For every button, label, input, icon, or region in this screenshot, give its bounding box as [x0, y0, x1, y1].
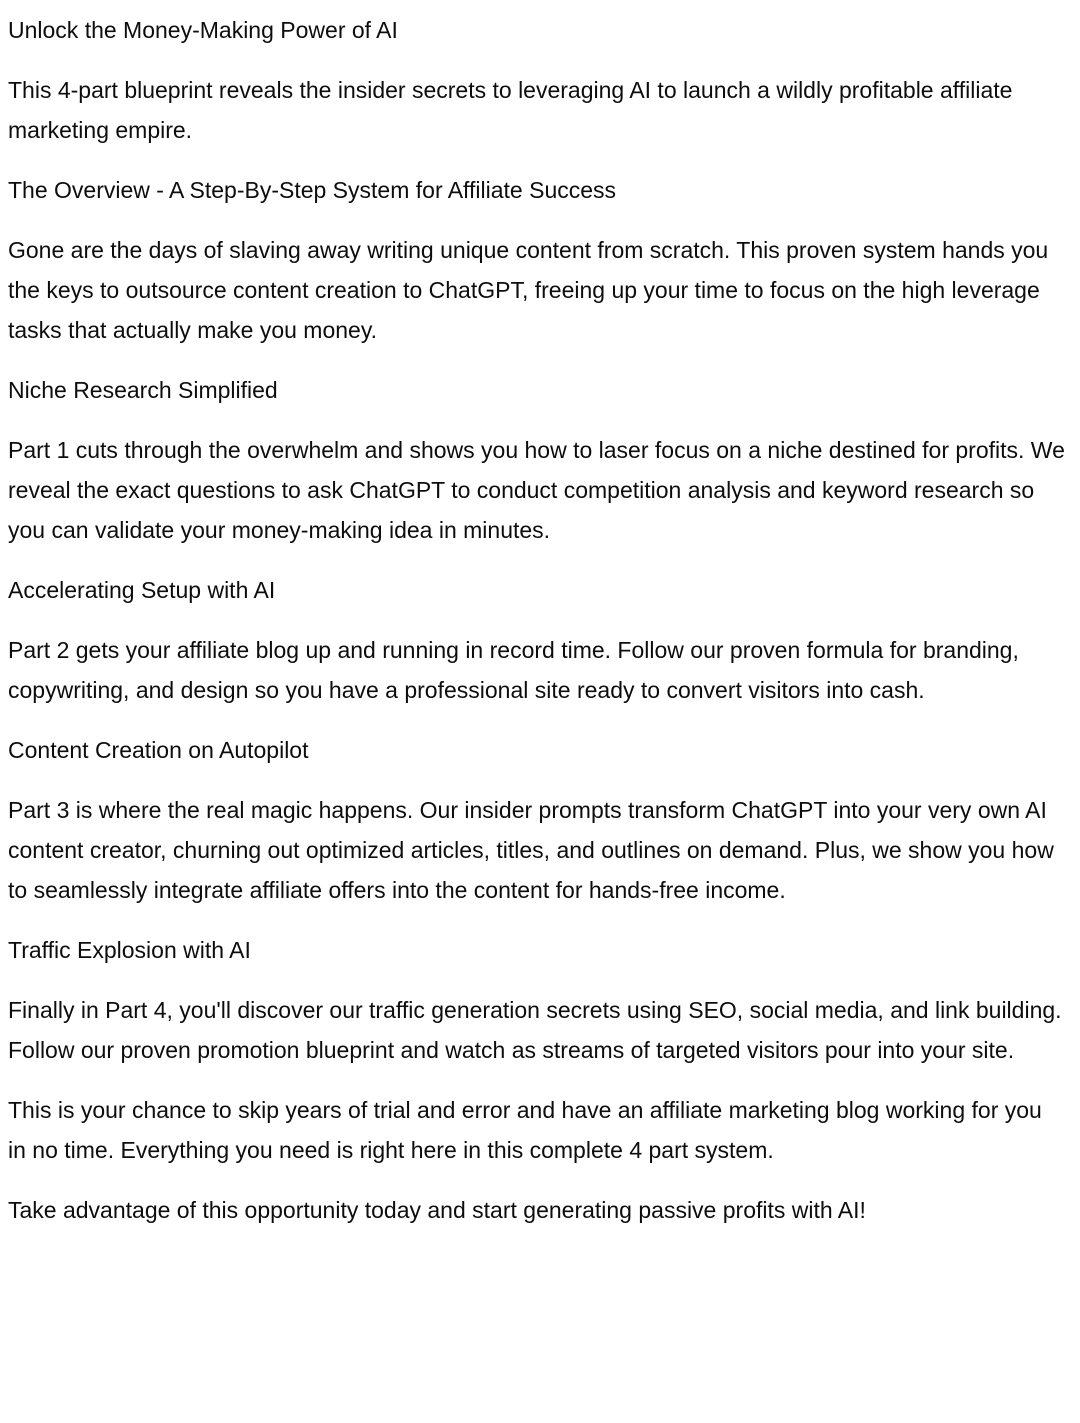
- heading-unlock-money-making-power: Unlock the Money-Making Power of AI: [8, 17, 398, 43]
- para-part1-description: Part 1 cuts through the overwhelm and shows you how to laser focus on a niche destined for profits. We reveal the exact questions to ask ChatGPT to conduct competition analysis and keyword research so you can validate your money-making idea in minutes.: [8, 437, 1065, 543]
- para-call-to-action: Take advantage of this opportunity today and start generating passive profits with AI!: [8, 1197, 866, 1223]
- heading-overview-system: The Overview - A Step-By-Step System for Affiliate Success: [8, 177, 617, 203]
- para-part2-description: Part 2 gets your affiliate blog up and running in record time. Follow our proven formula for branding, copywriting, and design so you have a professional site ready to convert visitors into cash.: [8, 637, 1019, 703]
- heading-content-creation: Content Creation on Autopilot: [8, 737, 309, 763]
- para-chance-to-skip: This is your chance to skip years of trial and error and have an affiliate marketing blog working for you in no time. Everything you need is right here in this complete 4 part system.: [8, 1097, 1042, 1163]
- heading-accelerating-setup: Accelerating Setup with AI: [8, 577, 276, 603]
- heading-traffic-explosion: Traffic Explosion with AI: [8, 937, 251, 963]
- para-overview-description: Gone are the days of slaving away writing unique content from scratch. This proven system hands you the keys to outsource content creation to ChatGPT, freeing up your time to focus on the high leverage tasks that actually make you money.: [8, 237, 1049, 343]
- para-part3-description: Part 3 is where the real magic happens. Our insider prompts transform ChatGPT into your very own AI content creator, churning out optimized articles, titles, and outlines on demand. Plus, we show you how to seamlessly integrate affiliate offers into the content for hands-free income.: [8, 797, 1054, 903]
- para-part4-description: Finally in Part 4, you'll discover our traffic generation secrets using SEO, social media, and link building. Follow our proven promotion blueprint and watch as streams of targeted visitors pour into your site.: [8, 997, 1062, 1063]
- heading-niche-research: Niche Research Simplified: [8, 377, 278, 403]
- para-blueprint-intro: This 4-part blueprint reveals the insider secrets to leveraging AI to launch a wildly profitable affiliate marketing empire.: [8, 77, 1013, 143]
